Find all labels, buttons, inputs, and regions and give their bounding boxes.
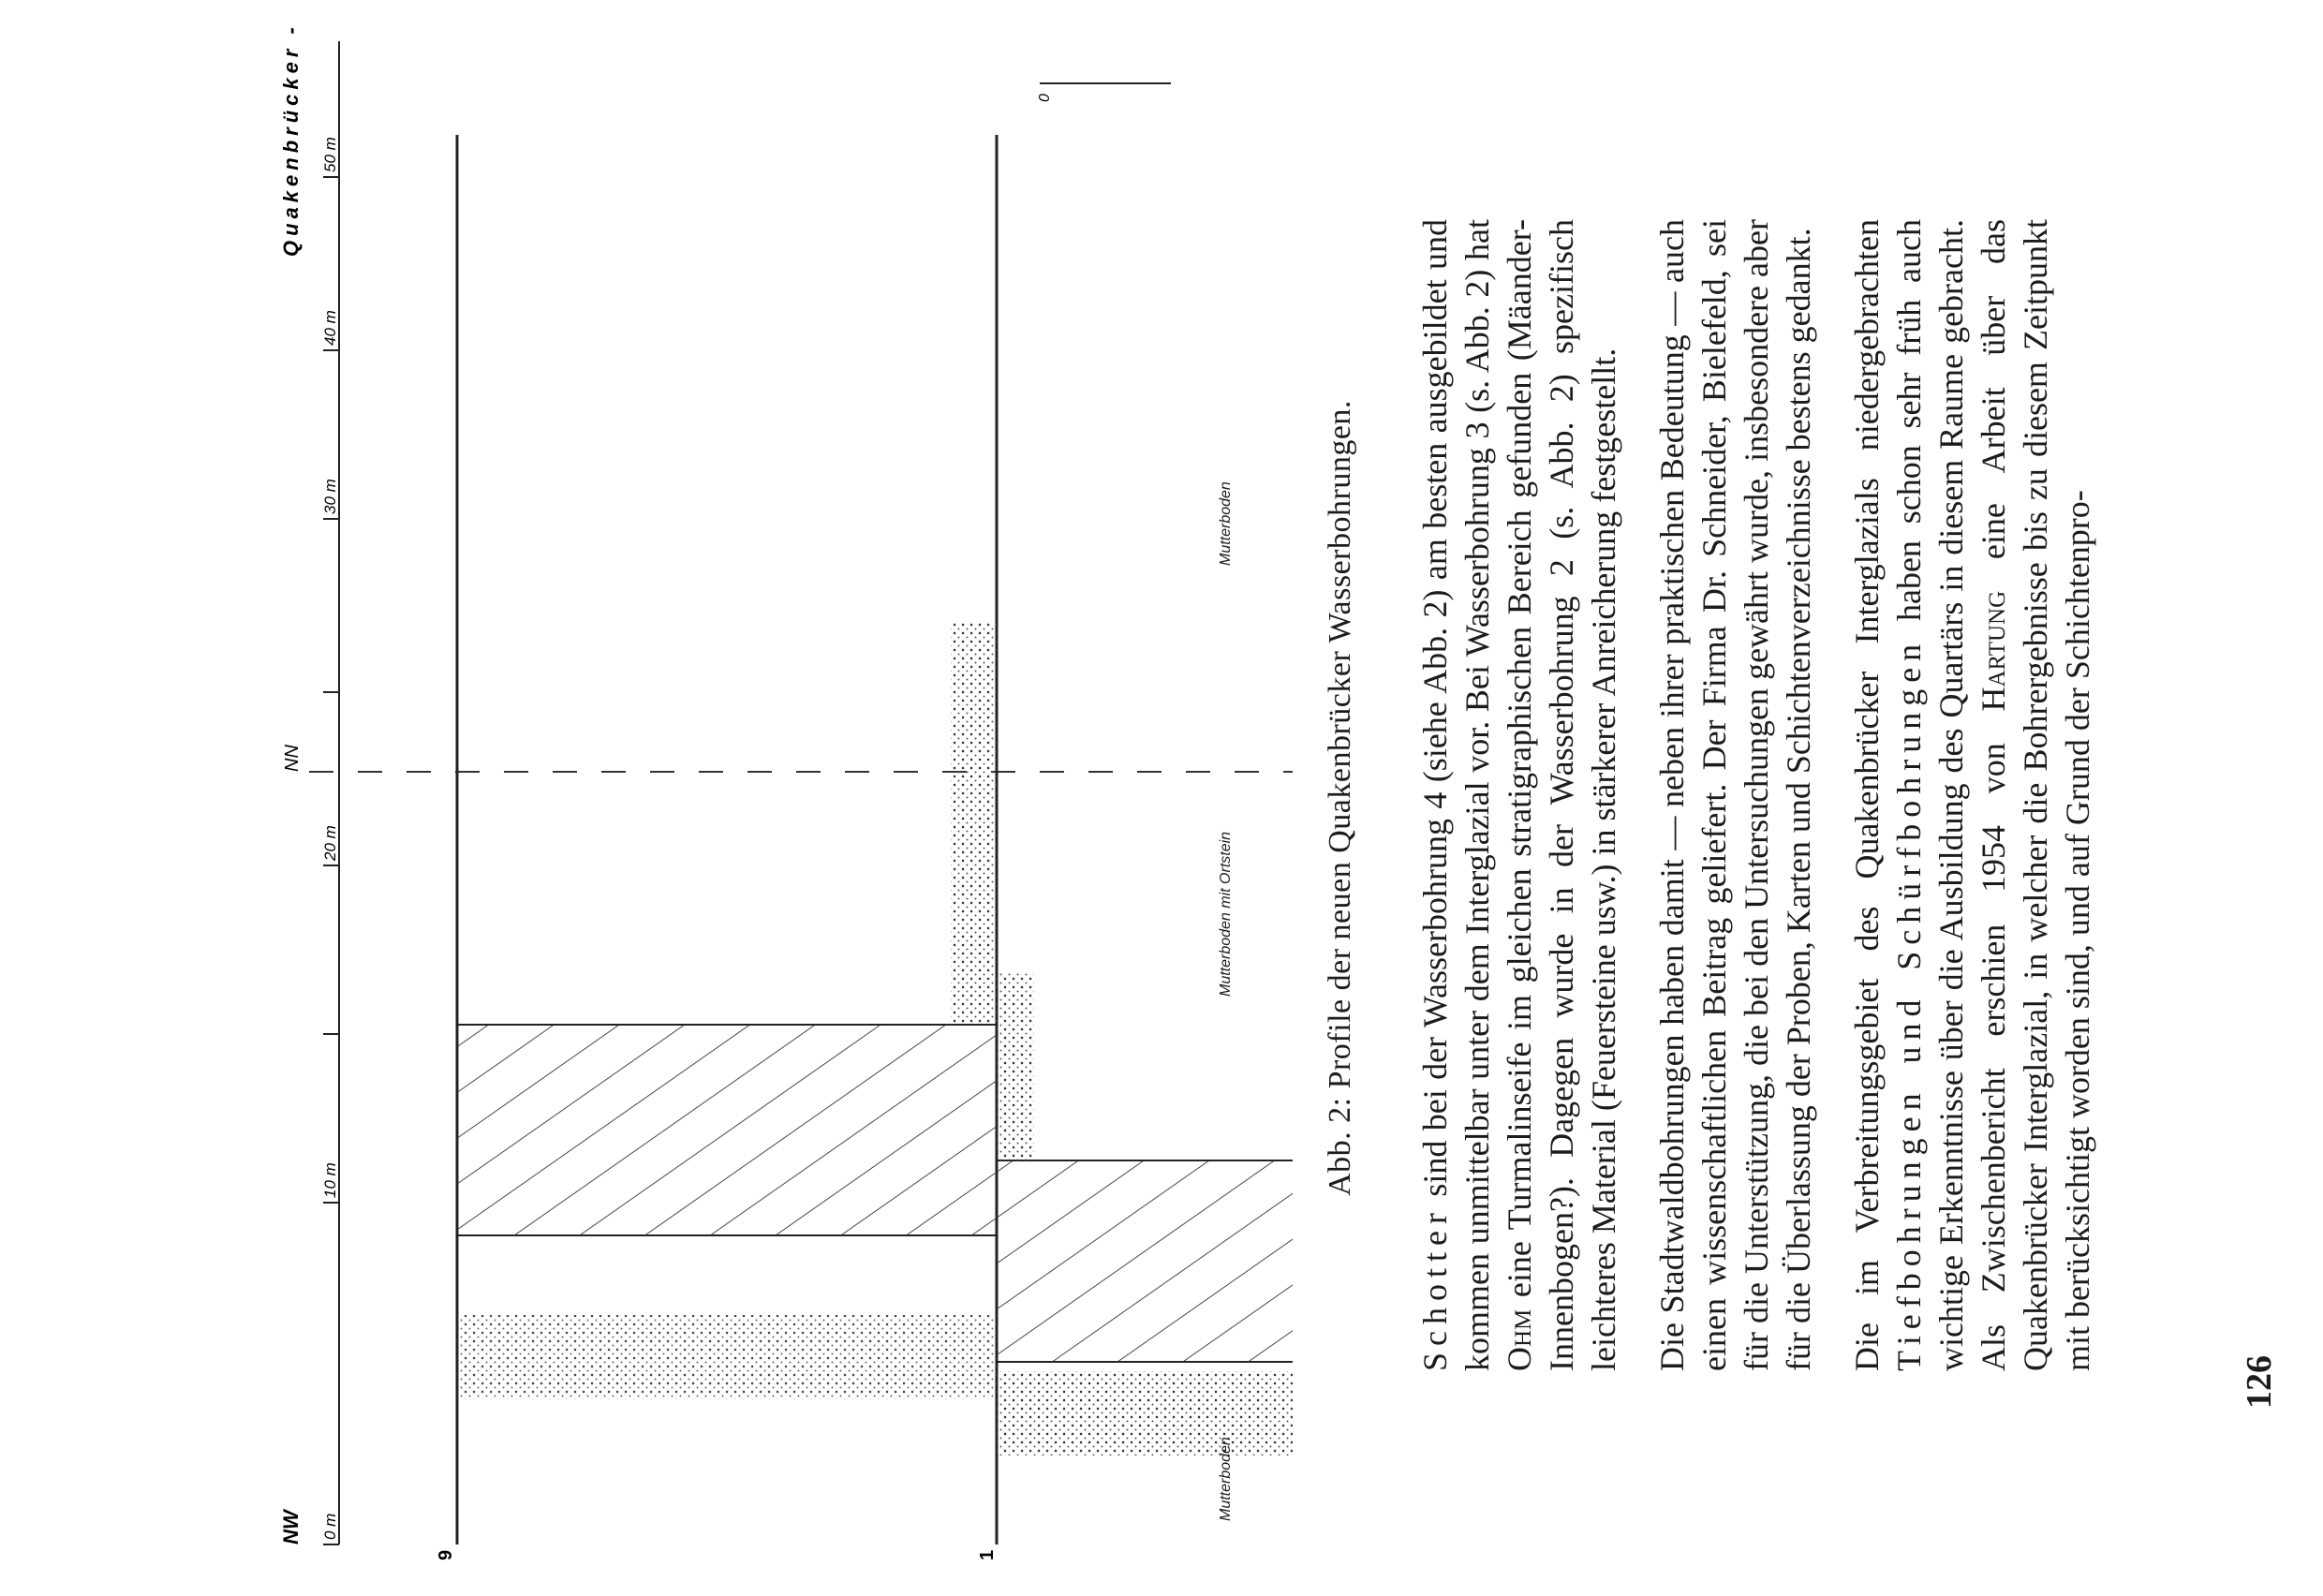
depth-label-30: 30 m bbox=[321, 479, 339, 514]
marl-layer-col3 bbox=[997, 1160, 1293, 1362]
paragraph-2: Die Stadtwaldbohrungen haben damit — neben ihrer praktischen Bedeutung — auch einen wissenschaftlichen Beitrag geliefert. Der Firma Dr. Schneider, Bielefeld, sei für die Unterstützung, die bei den Untersuchungen gewährt wurde, insbesondere aber für die Überlassung der Proben, Karten und Schichtenverzeichnisse bestens gedankt. bbox=[1653, 219, 1817, 1371]
col2-layer1-title: Mutterboden mit Ortstein bbox=[1218, 831, 1234, 997]
col3-layer1-title: Mutterboden bbox=[1218, 481, 1234, 566]
borehole-9-label: 9 bbox=[436, 1549, 456, 1560]
depth-label-40: 40 m bbox=[321, 310, 339, 346]
page-number: 126 bbox=[2240, 1355, 2279, 1409]
paragraph-3: Die im Verbreitungsgebiet des Quakenbrücker Interglazials niedergebrachten Tiefbohrungen und Schürfbohrungen haben schon sehr früh auch wichtige Erkenntnisse über die Ausbildung des Quartärs in diesem Raume gebracht. Als Zwischenbericht erschien 1954 von Hartung eine Arbeit über das Quakenbrücker Interglazial, in welcher die Bohrergebnisse bis zu diesem Zeitpunkt mit berücksichtigt worden sind, und auf Grund der Schichtenpro- bbox=[1848, 219, 2096, 1371]
dotted-sand-lower-col2 bbox=[951, 622, 997, 1025]
dotted-sand-lower-col3 bbox=[997, 973, 1034, 1160]
body-text bbox=[1414, 219, 2125, 1371]
marl-layer-col2 bbox=[457, 1025, 997, 1235]
direction-nw-label: NW bbox=[279, 1510, 303, 1544]
depth-label-50: 50 m bbox=[321, 137, 339, 172]
nn-label: NN bbox=[282, 745, 303, 772]
scale-label-0: 0 bbox=[1037, 94, 1053, 102]
dotted-sand-layer-col3 bbox=[997, 1371, 1293, 1456]
paragraph-1: Schotter sind bei der Wasserbohrung 4 (siehe Abb. 2) am besten ausgebildet und kommen unmittelbar unter dem Interglazial vor. Bei Wasserbohrung 3 (s. Abb. 2) hat Ohm eine Turmalinseife im gleichen stratigraphischen Bereich gefunden (Mäander-Innenbogen?). Dagegen wurde in der Wasserbohrung 2 (s. Abb. 2) spezifisch leichteres Material (Feuersteine usw.) in stärkerer Anreicherung festgestellt. bbox=[1416, 219, 1622, 1371]
dotted-sand-layer-col2 bbox=[457, 1315, 997, 1399]
figure-caption: Abb. 2: Profile der neuen Quakenbrücker Wasserbohrungen. bbox=[1323, 400, 1357, 1196]
depth-label-10: 10 m bbox=[321, 1162, 339, 1198]
direction-quakenbruck-label: Quakenbrücker - bbox=[279, 22, 303, 257]
depth-ticks bbox=[323, 177, 339, 1544]
borehole-1-label: 1 bbox=[977, 1549, 998, 1560]
depth-label-0: 0 m bbox=[321, 1513, 339, 1540]
depth-label-20: 20 m bbox=[321, 825, 339, 861]
col1-layer1-title: Mutterboden bbox=[1218, 1437, 1234, 1521]
